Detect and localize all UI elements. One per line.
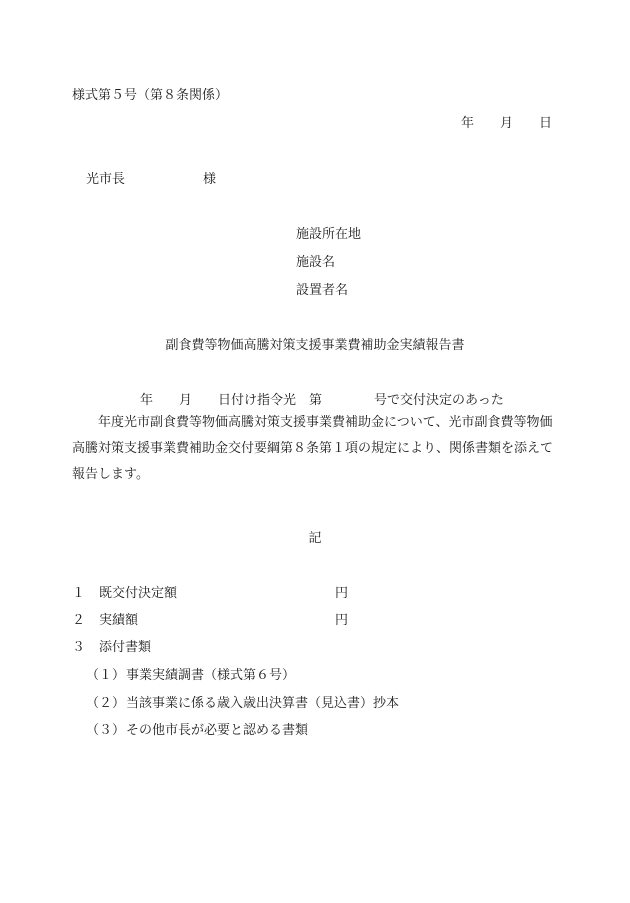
addressee: 光市長 様 — [86, 172, 217, 187]
attachment-3-number: （３） — [86, 723, 126, 738]
body-line-1: 年 月 日付け指令光 第 号で交付決定のあった — [140, 393, 504, 408]
form-number: 様式第５号（第８条関係） — [72, 88, 229, 103]
date-line: 年 月 日 — [461, 116, 553, 131]
attachment-2-label: 当該事業に係る歳入歳出決算書（見込書）抄本 — [126, 696, 400, 711]
item-3-label: 添付書類 — [99, 640, 152, 655]
item-2-label: 実績額 — [99, 613, 139, 628]
facility-address-label: 施設所在地 — [296, 227, 362, 242]
item-2-number: ２ — [72, 613, 86, 628]
body-paragraph: 年度光市副食費等物価高騰対策支援事業費補助金について、光市副食費等物価高騰対策支援事業費補助金交付要綱第８条第１項の規定により、関係書類を添えて報告します。 — [72, 415, 554, 482]
item-1-label: 既交付決定額 — [99, 586, 178, 601]
attachment-1-label: 事業実績調書（様式第６号） — [126, 668, 296, 683]
item-1-number: １ — [72, 586, 86, 601]
attachment-3-label: その他市長が必要と認める書類 — [126, 723, 309, 738]
founder-name-label: 設置者名 — [296, 283, 349, 298]
document-title: 副食費等物価高騰対策支援事業費補助金実績報告書 — [165, 338, 465, 353]
facility-name-label: 施設名 — [296, 255, 336, 270]
attachment-1-number: （１） — [86, 668, 126, 683]
attachment-2-number: （２） — [86, 696, 126, 711]
item-3-number: ３ — [72, 640, 86, 655]
item-1-unit: 円 — [335, 586, 349, 601]
ki-mark: 記 — [308, 531, 322, 546]
item-2-unit: 円 — [335, 613, 349, 628]
